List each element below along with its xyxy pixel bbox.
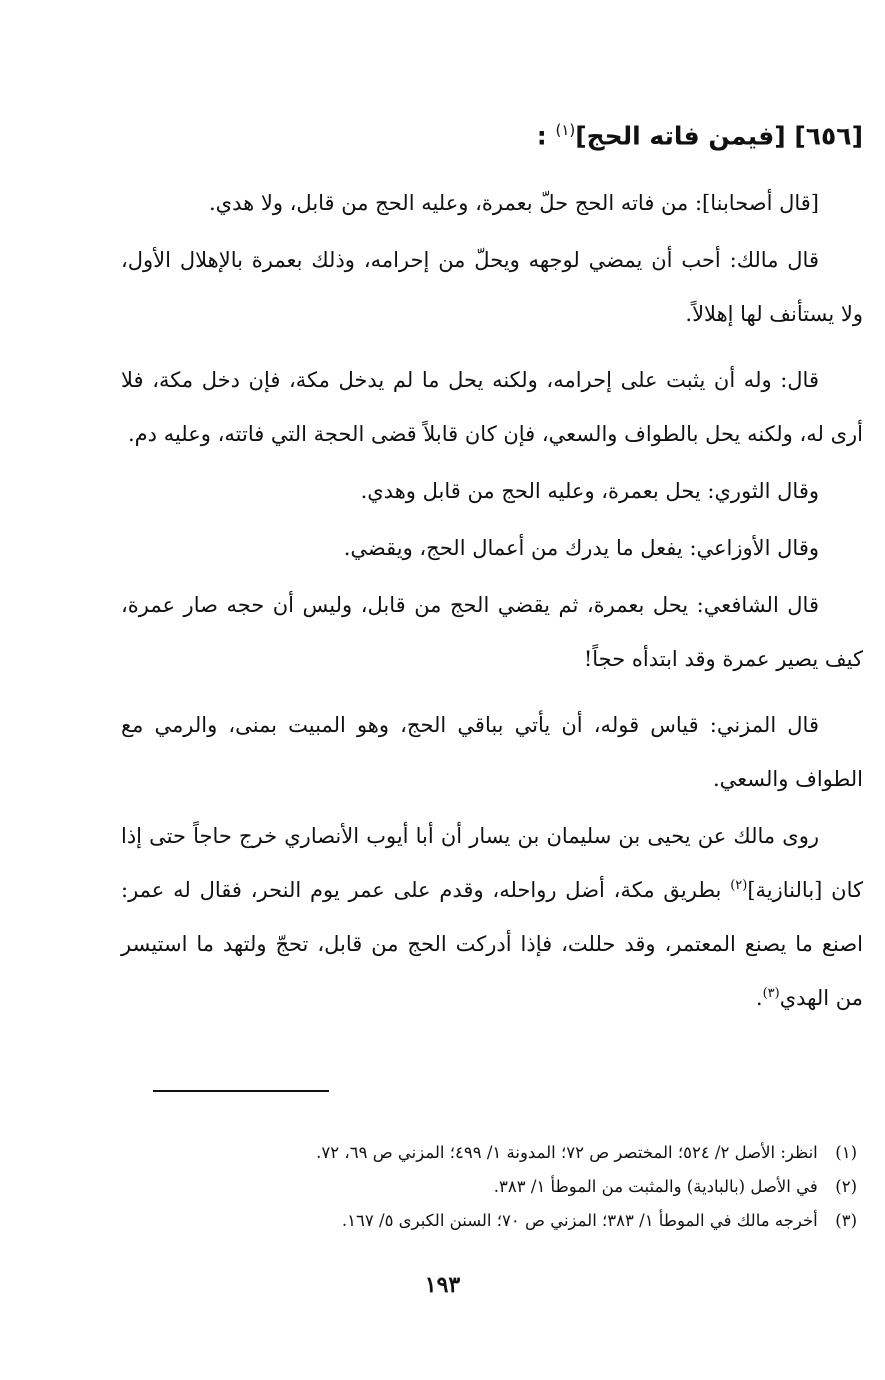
- paragraph: قال: وله أن يثبت على إحرامه، ولكنه يحل ما لم يدخل مكة، فإن دخل مكة، فلا أرى له، ولكنه يحل بالطواف والسعي، فإن كان قابلاً قضى الحجة التي فاتته، وعليه دم.: [121, 368, 863, 446]
- footnotes: [117, 1136, 857, 1238]
- heading-colon: :: [536, 121, 547, 151]
- footnote-text: أخرجه مالك في الموطأ ١/ ٣٨٣؛ المزني ص ٧٠؛ السنن الكبرى ٥/ ١٦٧.: [341, 1211, 818, 1230]
- footnote-marker[interactable]: (١): [555, 121, 576, 139]
- paragraph-text: روى مالك عن يحيى بن سليمان بن يسار أن أبا أيوب الأنصاري خرج حاجاً حتى إذا كان [بالنازية]: [121, 824, 863, 902]
- footnote-number: (١): [835, 1143, 857, 1162]
- footnote-number: (٢): [835, 1177, 857, 1196]
- section-heading: [103, 108, 863, 158]
- footnote: [117, 1204, 857, 1238]
- paragraph: وقال الأوزاعي: يفعل ما يدرك من أعمال الحج، ويقضي.: [343, 536, 819, 560]
- footnote-text: في الأصل (بالبادية) والمثبت من الموطأ ١/ ٣٨٣.: [493, 1177, 818, 1196]
- paragraph: قال الشافعي: يحل بعمرة، ثم يقضي الحج من قابل، وليس أن حجه صار عمرة، كيف يصير عمرة وقد ابتدأه حجاً!: [121, 593, 863, 671]
- footnote-marker[interactable]: (٣): [762, 986, 780, 1001]
- paragraph: قال مالك: أحب أن يمضي لوجهه ويحلّ من إحرامه، وذلك بعمرة بالإهلال الأول، ولا يستأنف لها إهلالاً.: [121, 248, 863, 326]
- paragraph: [121, 809, 863, 1025]
- footnote: [117, 1136, 857, 1170]
- footnote: [117, 1170, 857, 1204]
- paragraph-text: بطريق مكة، أضل رواحله، وقدم على عمر يوم النحر، فقال له عمر: اصنع ما يصنع المعتمر، وقد حللت، فإذا أدركت الحج من قابل، تحجّ ولتهد ما استيسر من الهدي: [121, 878, 863, 1010]
- footnote-marker[interactable]: (٢): [730, 878, 748, 893]
- paragraph: [قال أصحابنا]: من فاته الحج حلّ بعمرة، وعليه الحج من قابل، ولا هدي.: [208, 191, 819, 215]
- footnote-number: (٣): [835, 1211, 857, 1230]
- page-number: ١٩٣: [424, 1272, 461, 1298]
- paragraph-text: .: [755, 986, 763, 1010]
- section-title: [فيمن فاته الحج]: [575, 121, 786, 151]
- paragraph: وقال الثوري: يحل بعمرة، وعليه الحج من قابل وهدي.: [360, 479, 819, 503]
- footnote-text: انظر: الأصل ٢/ ٥٢٤؛ المختصر ص ٧٢؛ المدونة ١/ ٤٩٩؛ المزني ص ٦٩، ٧٢.: [316, 1143, 818, 1162]
- body-text: [121, 176, 863, 1028]
- footnote-separator: [153, 1090, 329, 1092]
- paragraph: قال المزني: قياس قوله، أن يأتي بباقي الحج، وهو المبيت بمنى، والرمي مع الطواف والسعي.: [121, 713, 863, 791]
- section-number: [٦٥٦]: [794, 121, 863, 151]
